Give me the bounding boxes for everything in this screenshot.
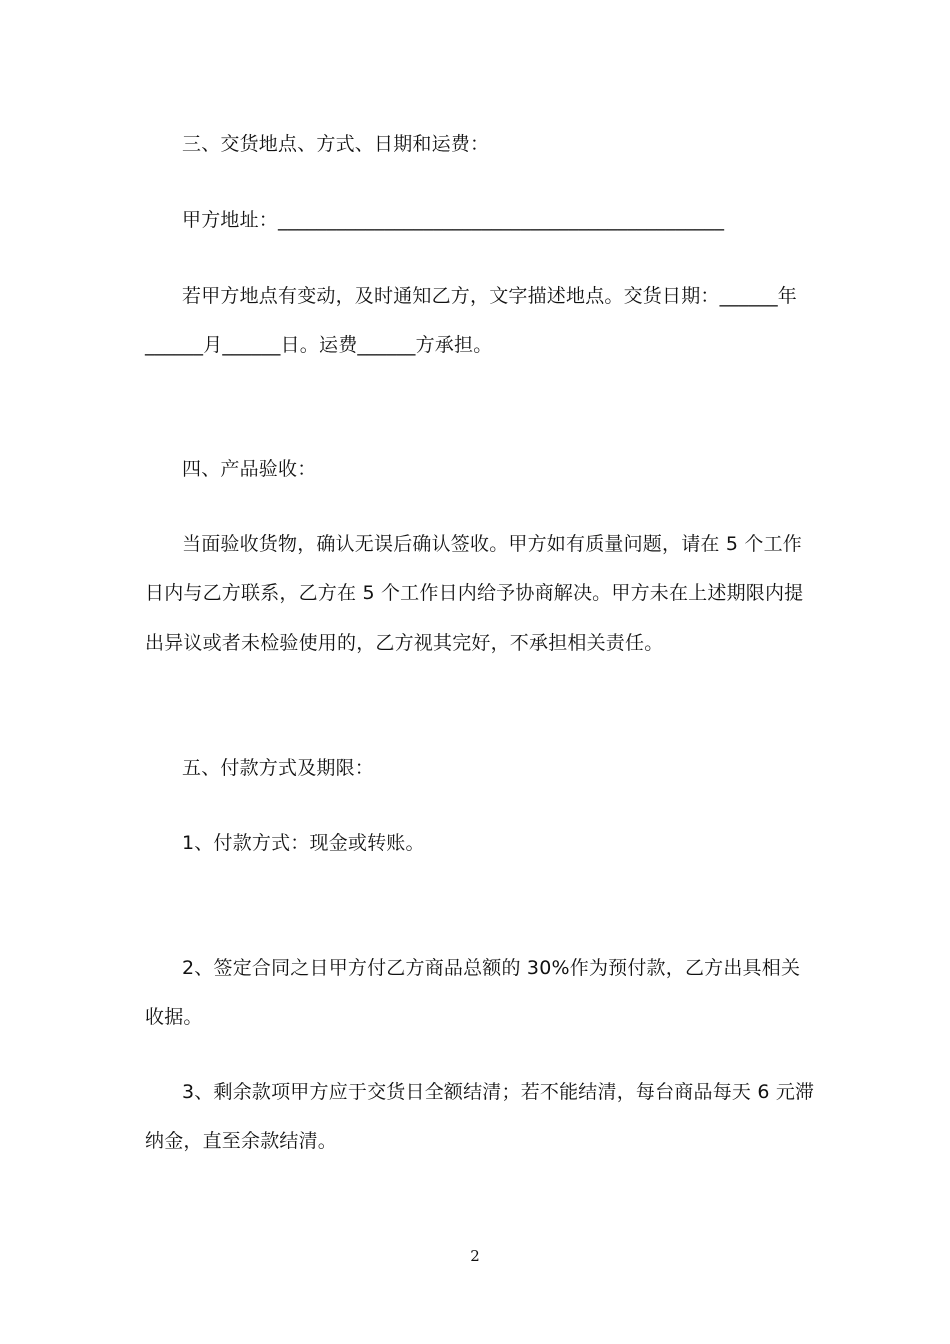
- acceptance-paragraph-line-2: 日内与乙方联系，乙方在 5 个工作日内给予协商解决。甲方未在上述期限内提: [145, 582, 804, 604]
- payment-item-2-line-1: 2、签定合同之日甲方付乙方商品总额的 30%作为预付款，乙方出具相关: [182, 957, 801, 979]
- payment-item-1: 1、付款方式：现金或转账。: [182, 832, 425, 854]
- page-number: 2: [470, 1247, 480, 1265]
- acceptance-paragraph-line-1: 当面验收货物，确认无误后确认签收。甲方如有质量问题，请在 5 个工作: [182, 533, 802, 555]
- delivery-paragraph-line-1: 若甲方地点有变动，及时通知乙方，文字描述地点。交货日期：______年: [182, 285, 798, 307]
- payment-item-3-line-2: 纳金，直至余款结清。: [145, 1130, 338, 1152]
- payment-item-3-line-1: 3、剩余款项甲方应于交货日全额结清；若不能结清，每台商品每天 6 元滞: [182, 1081, 815, 1103]
- section-4-heading: 四、产品验收：: [182, 458, 317, 480]
- section-3-heading: 三、交货地点、方式、日期和运费：: [182, 133, 490, 155]
- acceptance-paragraph-line-3: 出异议或者未检验使用的，乙方视其完好，不承担相关责任。: [145, 632, 664, 654]
- delivery-paragraph-line-2: ______月______日。运费______方承担。: [145, 334, 493, 356]
- party-a-address-field: 甲方地址：______________________________________________: [182, 209, 725, 231]
- payment-item-2-line-2: 收据。: [145, 1006, 203, 1028]
- section-5-heading: 五、付款方式及期限：: [182, 757, 375, 779]
